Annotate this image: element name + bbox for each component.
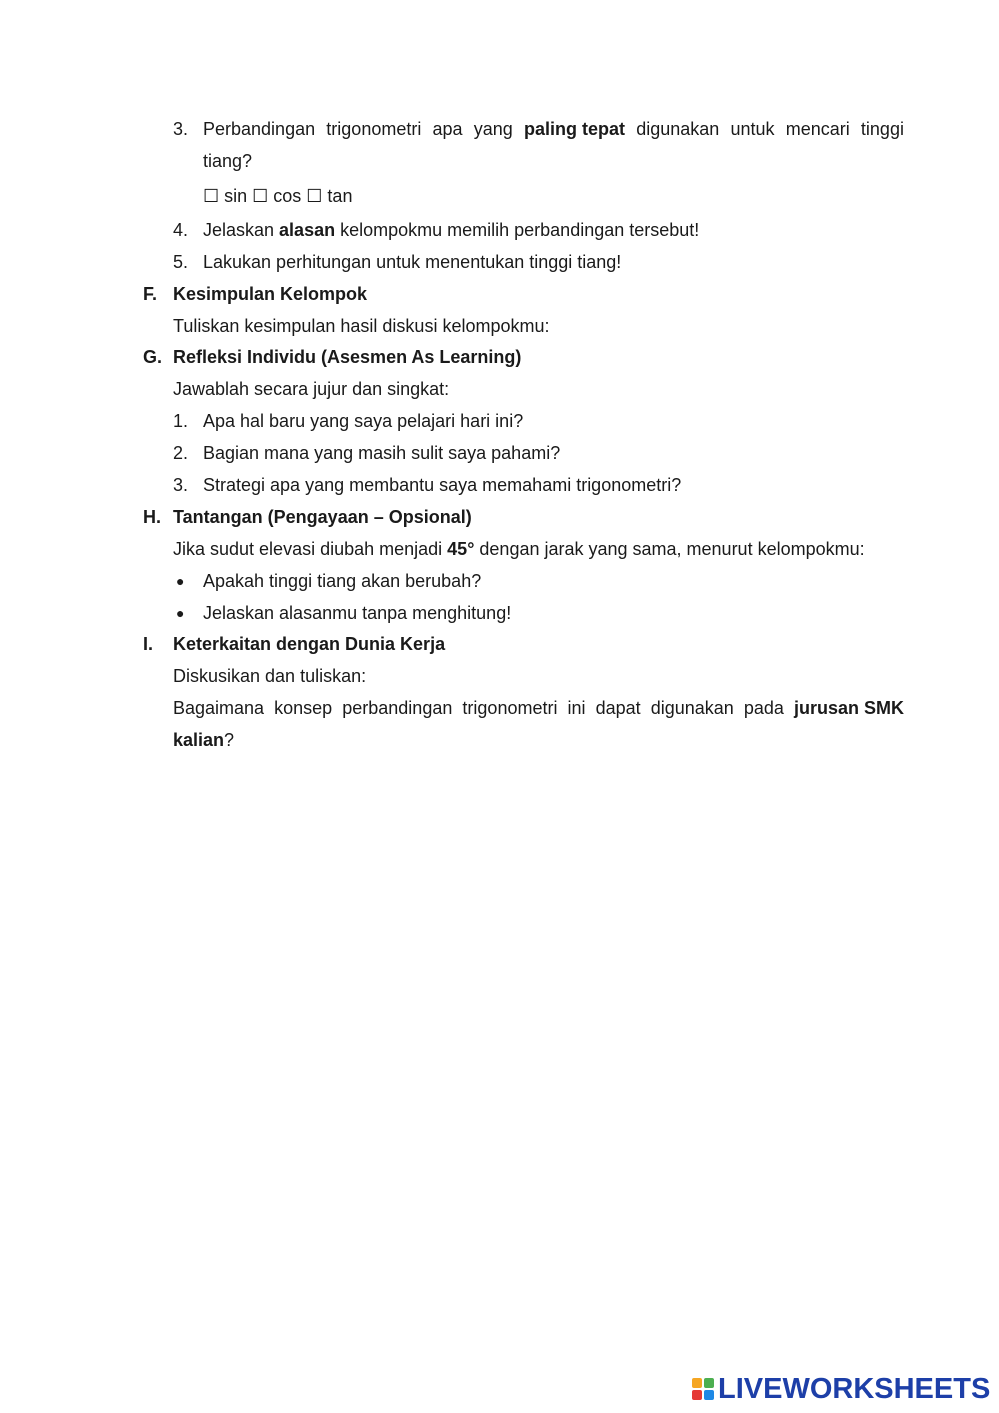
logo-tile — [704, 1390, 714, 1400]
item-3-text: Perbandingan trigonometri apa yang paling tepat digunakan untuk mencari tinggi — [203, 119, 904, 139]
logo-tiles-icon — [692, 1378, 714, 1400]
logo-tile — [704, 1378, 714, 1388]
emphasis-text: 45° — [447, 539, 475, 559]
emphasis-text: alasan — [279, 220, 336, 240]
bullet-icon: ● — [176, 573, 185, 589]
trig-options-checkboxes[interactable]: ☐ sin ☐ cos ☐ tan — [203, 186, 353, 206]
logo-tile — [692, 1378, 702, 1388]
bullet-icon: ● — [176, 605, 185, 621]
liveworksheets-logo — [692, 1374, 990, 1404]
emphasis-text: jurusan SMK — [793, 698, 904, 718]
emphasis-text: paling tepat — [524, 119, 626, 139]
logo-tile — [692, 1390, 702, 1400]
emphasis-text: kalian — [173, 730, 225, 750]
logo-text: LIVEWORKSHEETS — [718, 1372, 991, 1405]
item-number: 3. — [173, 119, 189, 139]
